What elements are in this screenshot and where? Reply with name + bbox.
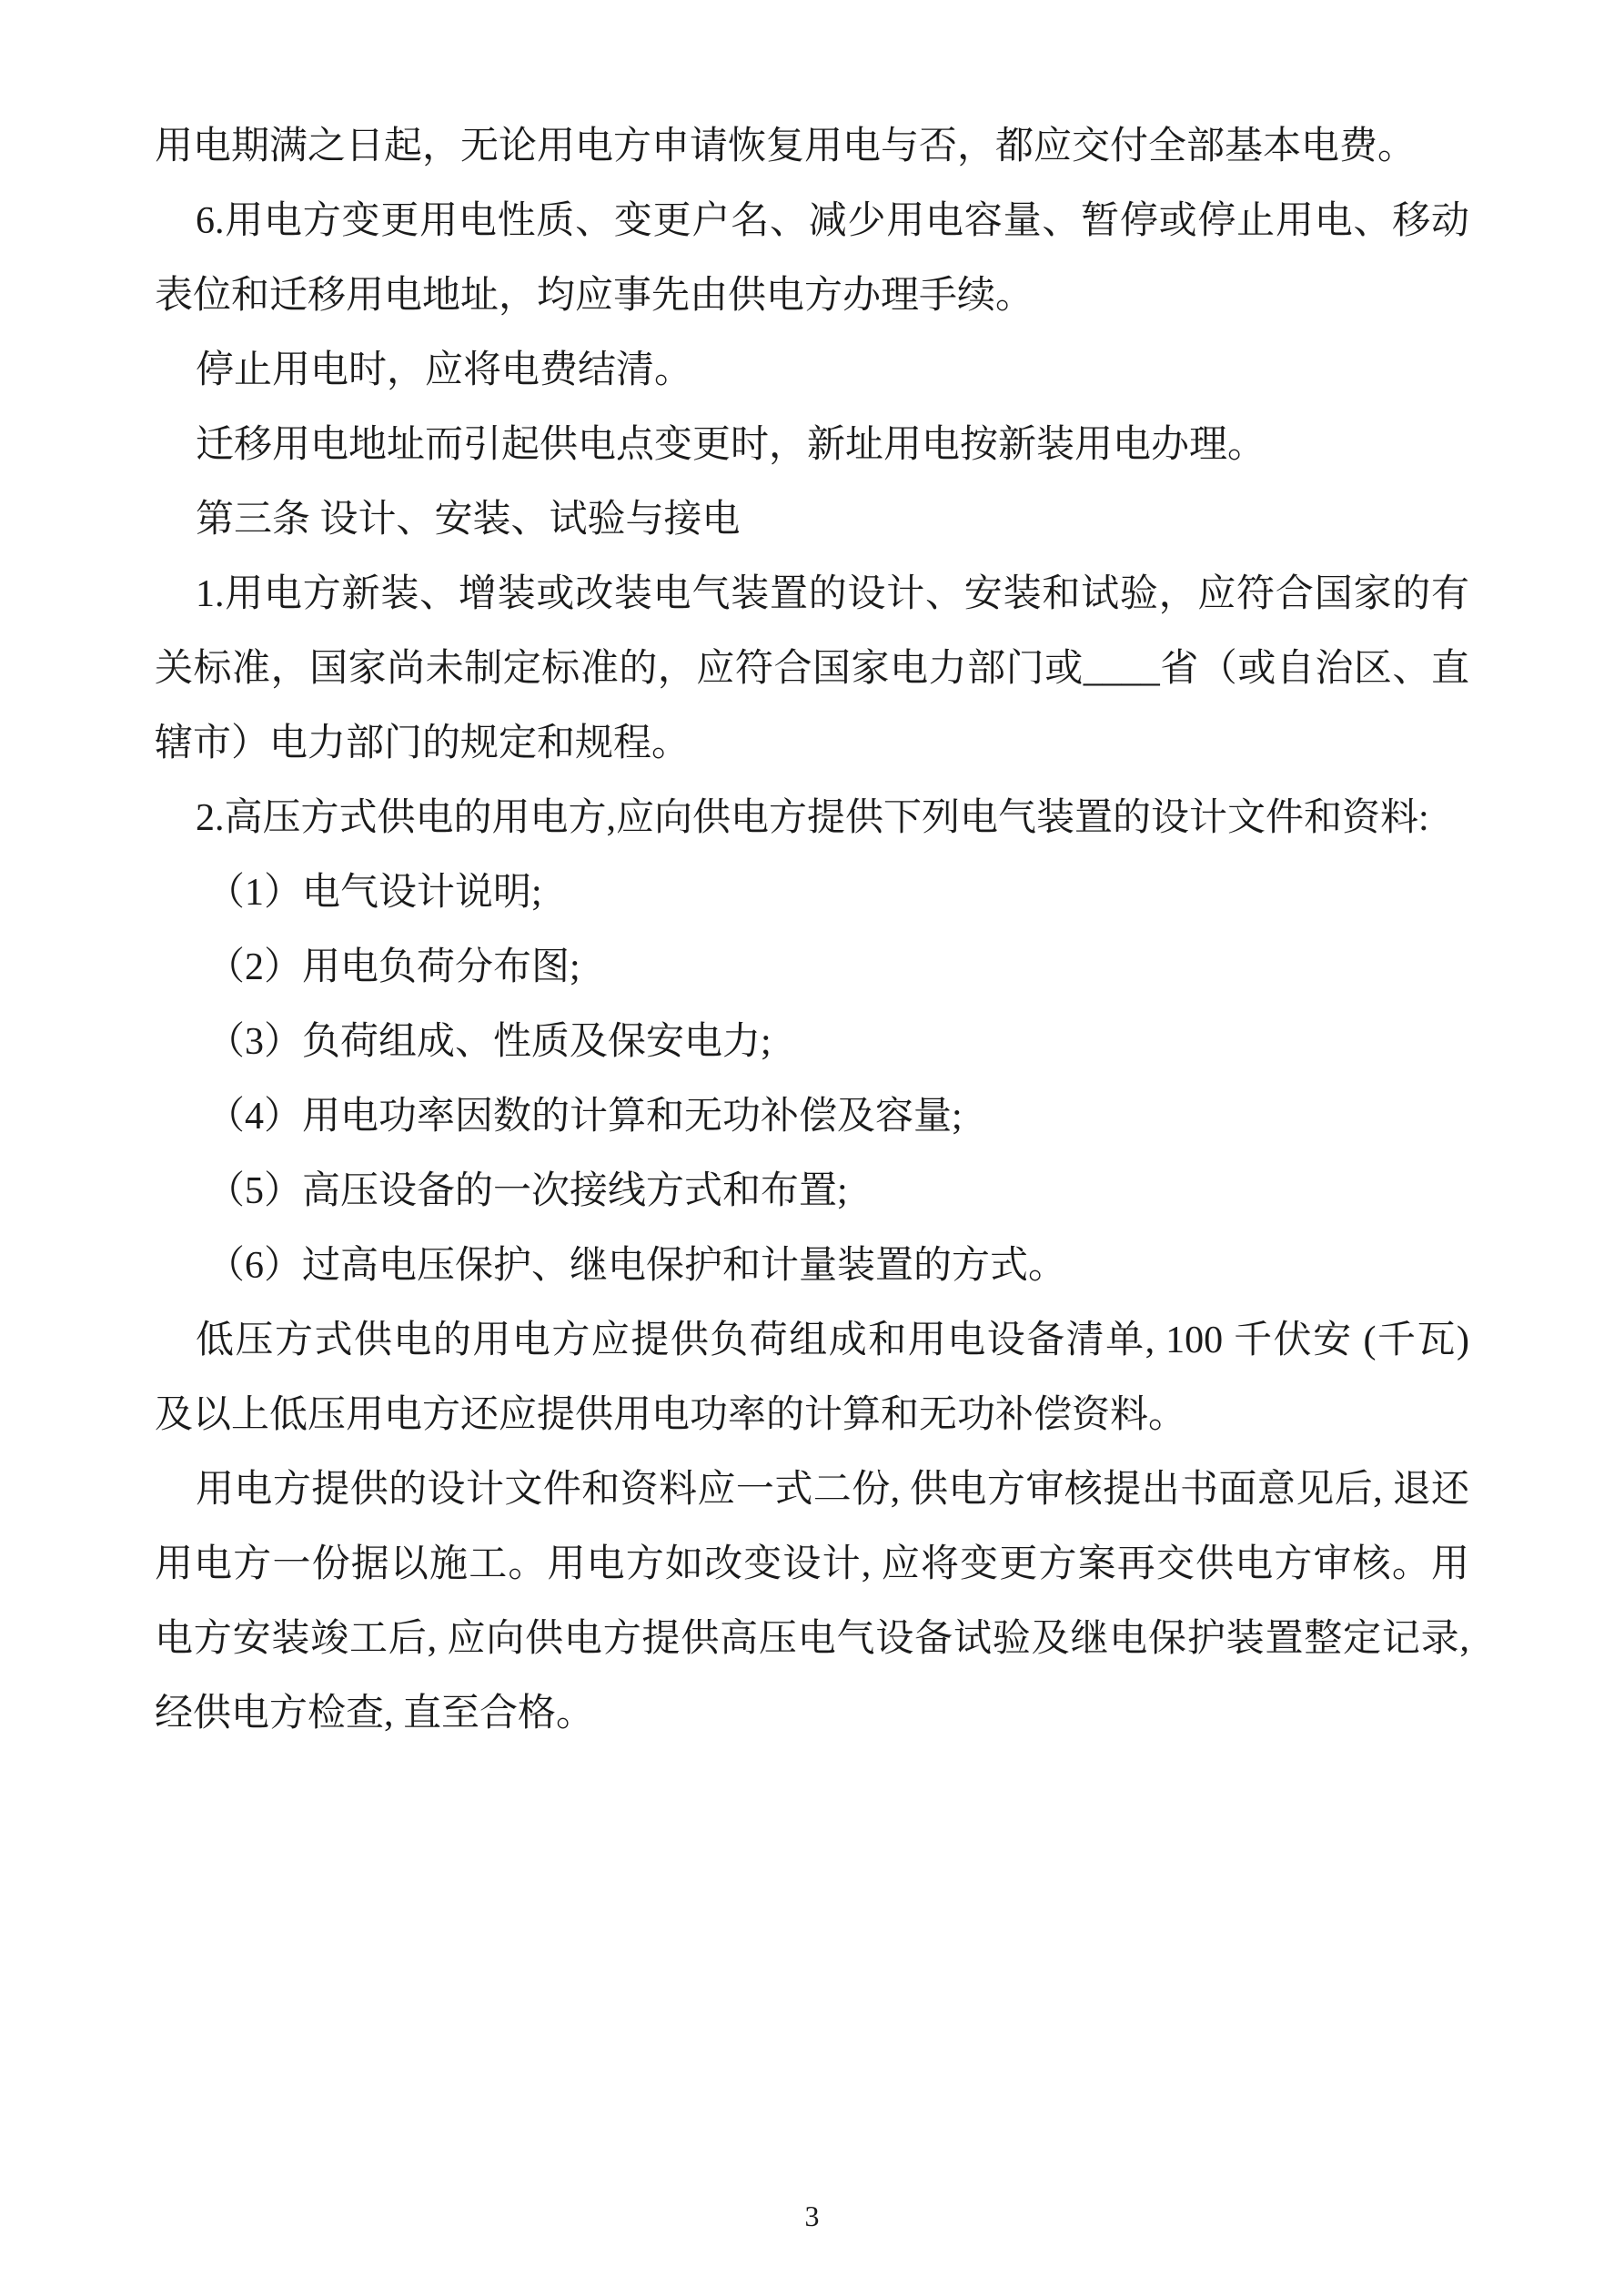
- list-item-4: （4）用电功率因数的计算和无功补偿及容量;: [207, 1096, 963, 1138]
- paragraph-article3-item-2: 2.高压方式供电的用电方,应向供电方提供下列电气装置的设计文件和资料:: [196, 797, 1429, 839]
- paragraph-clause-6: 6.用电方变更用电性质、变更户名、减少用电容量、暂停或停止用电、移动表位和迁移用电地址，均应事先由供电方办理手续。: [155, 200, 1469, 317]
- paragraph-relocate-address: 迁移用电地址而引起供电点变更时，新址用电按新装用电办理。: [196, 424, 1266, 466]
- document-body: [155, 109, 1469, 1751]
- list-item-2: （2）用电负荷分布图;: [207, 946, 580, 988]
- paragraph-stop-power: 停止用电时，应将电费结清。: [196, 349, 693, 391]
- list-item-5: （5）高压设备的一次接线方式和布置;: [207, 1170, 848, 1212]
- list-item-3: （3）负荷组成、性质及保安电力;: [207, 1021, 772, 1063]
- paragraph-design-documents: 用电方提供的设计文件和资料应一式二份, 供电方审核提出书面意见后, 退还用电方一份据以施工。用电方如改变设计, 应将变更方案再交供电方审核。用电方安装竣工后, 应向供电方提供高压电气设备试验及继电保护装置整定记录, 经供电方检查, 直至合格。: [155, 1469, 1469, 1735]
- page-number: 3: [804, 2200, 820, 2232]
- paragraph-article3-item-1: 1.用电方新装、增装或改装电气装置的设计、安装和试验，应符合国家的有关标准，国家尚未制定标准的，应符合国家电力部门或____省（或自治区、直辖市）电力部门的规定和规程。: [155, 573, 1469, 764]
- paragraph-low-voltage: 低压方式供电的用电方应提供负荷组成和用电设备清单, 100 千伏安 (千瓦) 及以上低压用电方还应提供用电功率的计算和无功补偿资料。: [155, 1320, 1469, 1436]
- list-item-6: （6）过高电压保护、继电保护和计量装置的方式。: [207, 1245, 1067, 1287]
- list-item-1: （1）电气设计说明;: [207, 872, 542, 914]
- paragraph-continuation: 用电期满之日起，无论用电方申请恢复用电与否，都应交付全部基本电费。: [155, 126, 1417, 167]
- heading-article-3: 第三条 设计、安装、试验与接电: [196, 499, 741, 541]
